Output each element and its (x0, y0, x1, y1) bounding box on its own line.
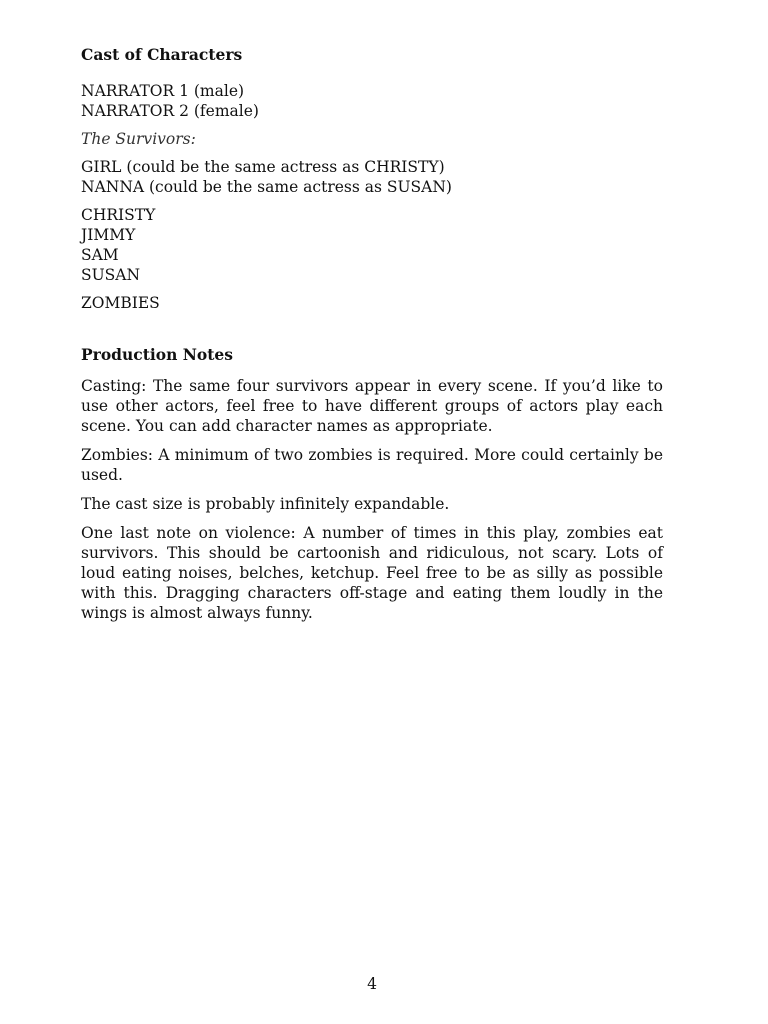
cast-susan: SUSAN (81, 266, 141, 284)
cast-jimmy: JIMMY (81, 226, 136, 244)
cast-girl: GIRL (could be the same actress as CHRISTY) (81, 158, 445, 176)
survivors-list (81, 205, 663, 285)
cast-zombies: ZOMBIES (81, 294, 160, 312)
note-casting: Casting: The same four survivors appear in every scene. If you’d like to use other actors, feel free to have different groups of actors play each scene. You can add character names as appropriate. (81, 377, 663, 435)
document-page (81, 44, 663, 623)
page-number: 4 (367, 975, 377, 993)
narrator-list (81, 81, 663, 121)
doubles-list (81, 157, 663, 197)
note-violence: One last note on violence: A number of times in this play, zombies eat survivors. This should be cartoonish and ridiculous, not scary. Lots of loud eating noises, belches, ketchup. Feel free to be as silly as possible with this. Dragging characters off-stage and eating them loudly in the wings is almost always funny. (81, 524, 663, 622)
cast-heading: Cast of Characters (81, 45, 243, 64)
note-cast-size: The cast size is probably infinitely expandable. (81, 495, 450, 513)
cast-sam: SAM (81, 246, 119, 264)
cast-christy: CHRISTY (81, 206, 156, 224)
cast-nanna: NANNA (could be the same actress as SUSAN) (81, 178, 452, 196)
narrator-1: NARRATOR 1 (male) (81, 82, 245, 100)
narrator-2: NARRATOR 2 (female) (81, 102, 259, 120)
survivors-heading: The Survivors: (81, 130, 196, 148)
production-notes-heading: Production Notes (81, 345, 234, 364)
note-zombies: Zombies: A minimum of two zombies is required. More could certainly be used. (81, 446, 663, 484)
